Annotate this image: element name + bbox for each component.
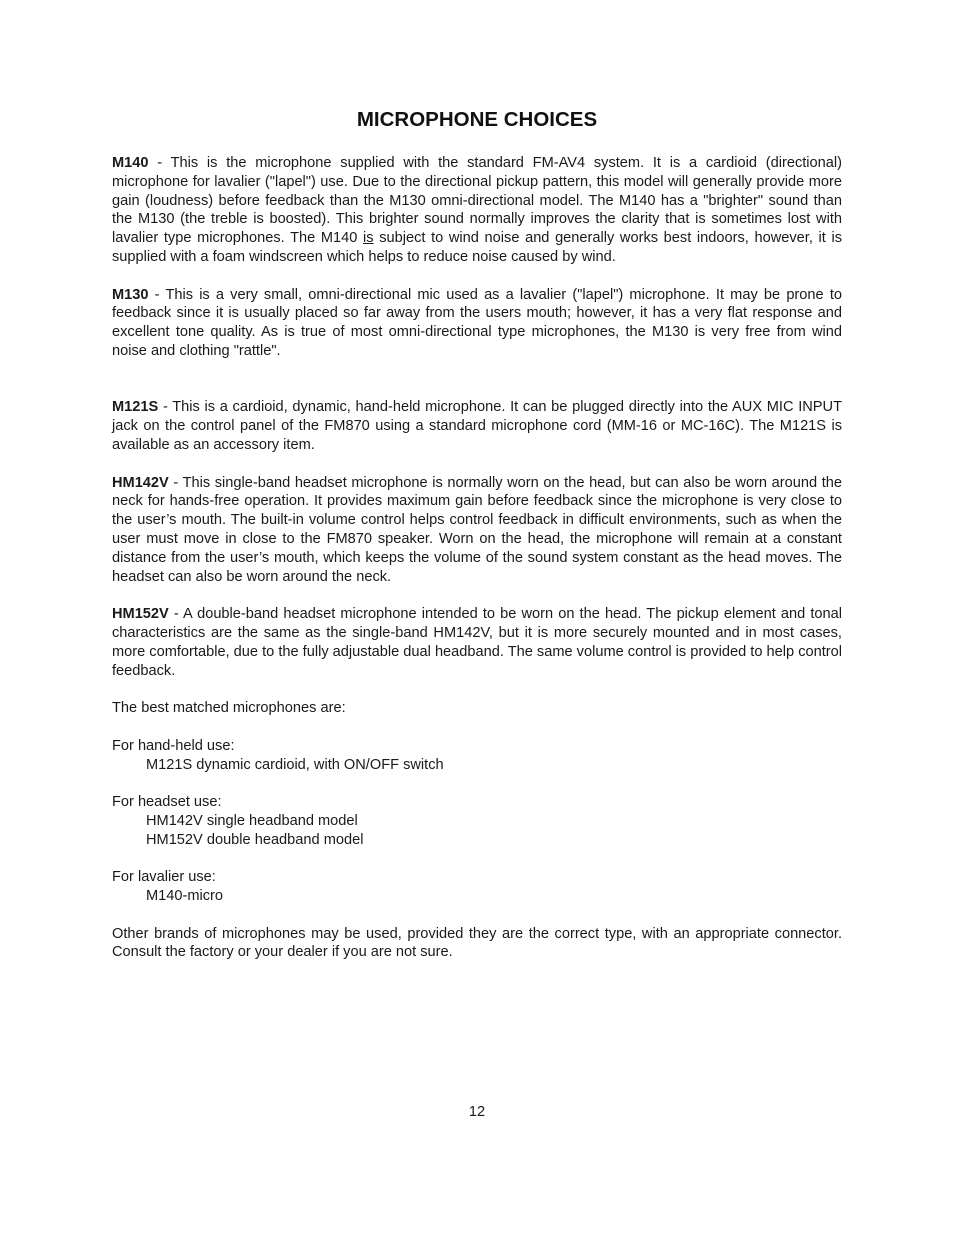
section-text: - A double-band headset microphone intended to be worn on the head. The pickup element and tonal characteristics are the same as the single-band HM142V, but it is more securely mounted and in most cases, more comfortable, due to the fully adjustable dual headband. The same volume control is provided to help control feedback.: [112, 606, 842, 679]
page-title: MICROPHONE CHOICES: [356, 108, 598, 131]
section-hm152v: [112, 605, 842, 680]
section-text: - This is the microphone supplied with the standard FM-AV4 system. It is a cardioid (directional) microphone for lavalier ("lapel") use. Due to the directional pickup pattern, this model will generally provide more gain (loudness) before feedback than the M130 omni-directional model. The M140 has a "brighter" sound than the M130 (the treble is boosted). This brighter sound normally improves the clarity that is sometimes lost with lavalier type microphones. The M140: [112, 155, 842, 247]
document-page: [112, 108, 842, 962]
section-label: M140: [112, 155, 149, 171]
use-item: HM142V single headband model: [146, 812, 358, 829]
section-hm142v: [112, 474, 842, 587]
section-label: HM152V: [112, 606, 169, 623]
use-item: M140-micro: [146, 888, 224, 905]
section-m140: [112, 154, 842, 267]
closing-paragraph: Other brands of microphones may be used, provided they are the correct type, with an appropriate connector. Consult the factory or your dealer if you are not sure.: [112, 925, 842, 961]
page-number: 12: [468, 1104, 486, 1120]
section-text: - This is a very small, omni-directional mic used as a lavalier ("lapel") microphone. It may be prone to feedback since it is usually placed so far away from the users mouth; however, it has a very flat response and excellent tone quality. As is true of most omni-directional type microphones, the M130 is very free from wind noise and clothing "rattle".: [112, 286, 842, 359]
section-text: - This is a cardioid, dynamic, hand-held microphone. It can be plugged directly into the AUX MIC INPUT jack on the control panel of the FM870 using a standard microphone cord (MM-16 or MC-16C). The M121S is available as an accessory item.: [112, 399, 842, 453]
use-group-hand-held: [112, 737, 842, 775]
use-heading: For hand-held use:: [112, 737, 235, 754]
use-heading: For lavalier use:: [112, 869, 216, 886]
use-item: HM152V double headband model: [146, 831, 364, 848]
best-matched-intro: The best matched microphones are:: [112, 700, 346, 717]
section-label: M130: [112, 286, 149, 303]
section-label: M121S: [112, 399, 159, 416]
use-group-headset: [112, 793, 842, 849]
use-heading: For headset use:: [112, 794, 222, 811]
section-text: subject to wind noise and generally works best indoors, however, it is supplied with a foam windscreen which helps to reduce noise caused by wind.: [112, 230, 842, 265]
section-m121s: [112, 398, 842, 454]
use-group-lavalier: [112, 868, 842, 906]
section-m130: [112, 286, 842, 361]
emphasis-text: is: [363, 230, 374, 247]
use-item: M121S dynamic cardioid, with ON/OFF switch: [146, 756, 444, 773]
section-text: - This single-band headset microphone is normally worn on the head, but can also be worn around the neck for hands-free operation. It provides maximum gain before feedback since the microphone is very close to the user’s mouth. The built-in volume control helps control feedback in difficult environments, such as when the user must move in close to the FM870 speaker. Worn on the head, the microphone will remain at a constant distance from the user’s mouth, which keeps the volume of the sound system constant as the head moves. The headset can also be worn around the neck.: [112, 474, 842, 585]
section-label: HM142V: [112, 474, 169, 491]
